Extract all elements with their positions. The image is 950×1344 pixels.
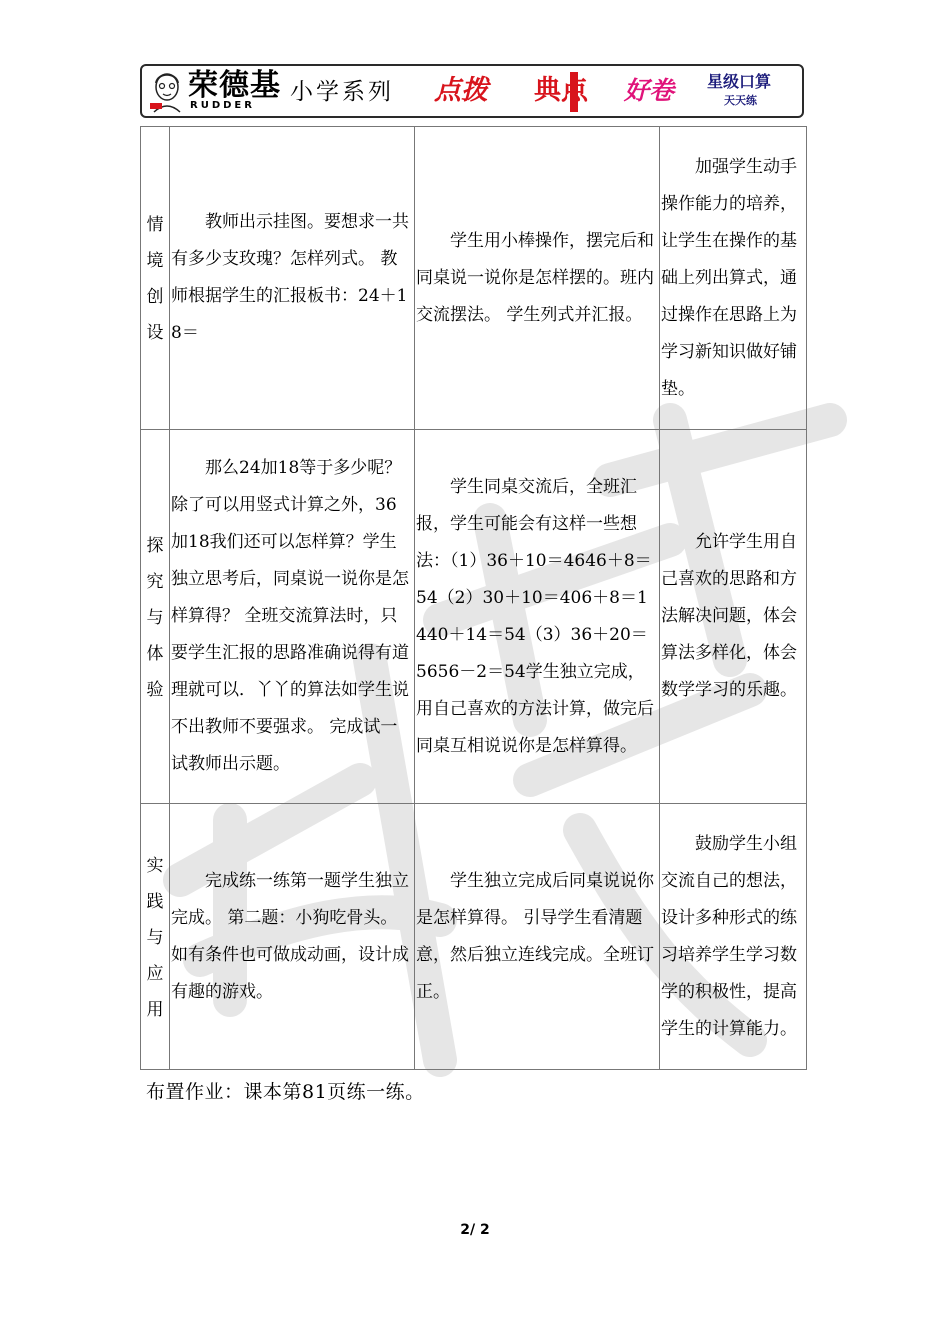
header-banner bbox=[140, 64, 804, 118]
product-logo-diandian: 典点 bbox=[534, 75, 588, 106]
homework-assignment: 布置作业：课本第81页练一练。 bbox=[146, 1081, 425, 1103]
design-intent: 鼓励学生小组交流自己的想法，设计多种形式的练习培养学生学习数学的积极性，提高学生的计算能力。 bbox=[660, 804, 807, 1070]
series-label: 小学系列 bbox=[290, 79, 394, 105]
table-row bbox=[141, 430, 807, 804]
product-logo-xingji-kousuan: 星级口算 bbox=[707, 72, 772, 91]
product-logo-dianbo: 点拨 bbox=[434, 75, 488, 106]
teacher-activity: 那么24加18等于多少呢？除了可以用竖式计算之外，36加18我们还可以怎样算？学生独立思考后，同桌说一说你是怎样算得？ 全班交流算法时，只要学生汇报的思路准确说得有道理就可以．丫丫的算法如学生说不出教师不要强求。 完成试一试教师出示题。 bbox=[170, 430, 415, 804]
design-intent: 允许学生用自己喜欢的思路和方法解决问题，体会算法多样化，体会数学学习的乐趣。 bbox=[660, 430, 807, 804]
student-activity: 学生独立完成后同桌说说你是怎样算得。 引导学生看清题意，然后独立连线完成。全班订正。 bbox=[415, 804, 660, 1070]
section-label: 情 境 创 设 bbox=[141, 127, 170, 430]
section-label: 探 究 与 体 验 bbox=[141, 430, 170, 804]
page-number: 2/ 2 bbox=[460, 1222, 490, 1238]
lesson-plan-table bbox=[140, 126, 807, 1070]
design-intent: 加强学生动手操作能力的培养，让学生在操作的基础上列出算式，通过操作在思路上为学习新知识做好铺垫。 bbox=[660, 127, 807, 430]
section-label: 实 践 与 应 用 bbox=[141, 804, 170, 1070]
product-logo-haojuan: 好卷 bbox=[624, 76, 675, 105]
teacher-activity: 教师出示挂图。要想求一共有多少支玫瑰？怎样列式。 教师根据学生的汇报板书：24＋18＝ bbox=[170, 127, 415, 430]
table-row bbox=[141, 127, 807, 430]
brand-name: 荣德基 bbox=[188, 68, 281, 103]
student-activity: 学生用小棒操作，摆完后和同桌说一说你是怎样摆的。班内交流摆法。 学生列式并汇报。 bbox=[415, 127, 660, 430]
founder-portrait-icon bbox=[148, 70, 186, 114]
student-activity: 学生同桌交流后，全班汇报，学生可能会有这样一些想法：（1）36＋10＝4646＋8＝54（2）30＋10＝406＋8＝1440＋14＝54（3）36＋20＝5656－2＝54学生独立完成，用自己喜欢的方法计算，做完后同桌互相说说你是怎样算得。 bbox=[415, 430, 660, 804]
brand-subtitle: RUDDER bbox=[190, 100, 255, 111]
teacher-activity: 完成练一练第一题学生独立完成。 第二题：小狗吃骨头。 如有条件也可做成动画，设计成有趣的游戏。 bbox=[170, 804, 415, 1070]
table-row bbox=[141, 804, 807, 1070]
product-logo-tiantianlian: 天天练 bbox=[724, 94, 757, 107]
